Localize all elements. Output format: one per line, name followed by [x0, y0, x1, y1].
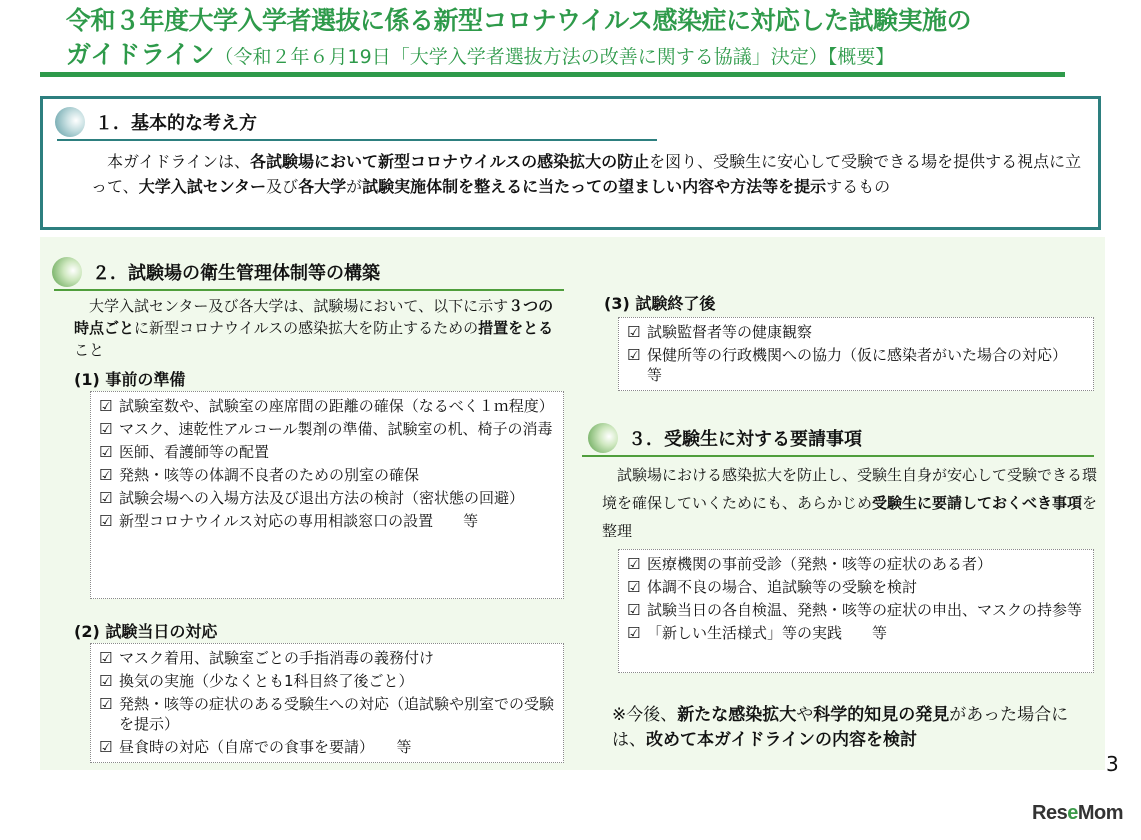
emphasis-text: 科学的知見の発見	[813, 705, 950, 725]
checkbox-checked-icon: ☑	[99, 489, 113, 507]
section2-heading-rule	[54, 289, 564, 291]
section1-heading-rule	[57, 139, 657, 141]
sub1-heading: (1) 事前の準備	[74, 370, 186, 389]
emphasis-text: 各試験場において新型コロナウイルスの感染拡大の防止	[250, 152, 650, 171]
title-line-1: 令和３年度大学入学者選抜に係る新型コロナウイルス感染症に対応した試験実施の	[66, 6, 972, 35]
body-text: ※今後、	[612, 705, 678, 725]
checkbox-checked-icon: ☑	[627, 578, 641, 596]
emphasis-text: 新たな感染拡大	[677, 705, 797, 725]
body-text: 及び	[266, 177, 299, 196]
resemom-logo	[1032, 802, 1123, 825]
checklist-item-text: 医師、看護師等の配置	[119, 443, 270, 461]
section3-intro	[602, 461, 1102, 545]
logo-text-1: Res	[1032, 802, 1068, 824]
body-text: 大学入試センター及び各大学は、試験場において、以下に示す	[74, 297, 509, 315]
checkbox-checked-icon: ☑	[99, 512, 113, 530]
body-text: があった場合には、	[612, 705, 1069, 750]
checkbox-checked-icon: ☑	[627, 624, 641, 642]
checklist-item-text: 試験室数や、試験室の座席間の距離の確保（なるべく１ｍ程度）	[119, 397, 554, 415]
body-text: を図り、受験生に安心して受験できる場を提供する視点に立って、	[91, 152, 1082, 196]
checklist-item-text: 発熱・咳等の体調不良者のための別室の確保	[119, 466, 420, 484]
section-ball-icon	[55, 107, 85, 137]
title-line-2	[66, 38, 1126, 74]
checklist-item-text: マスク着用、試験室ごとの手指消毒の義務付け	[119, 649, 435, 667]
checkbox-checked-icon: ☑	[99, 397, 113, 415]
emphasis-text: 試験実施体制を整えるに当たっての望ましい内容や方法等を提示	[362, 177, 827, 196]
checklist-item-text: 昼食時の対応（自席での食事を要請） 等	[119, 738, 412, 756]
body-text: が	[346, 177, 363, 196]
body-text: するもの	[826, 177, 891, 196]
body-text: に新型コロナウイルスの感染拡大を防止するための	[134, 319, 479, 337]
checklist-item	[627, 623, 1085, 643]
checkbox-checked-icon: ☑	[627, 323, 641, 341]
checklist-item	[627, 577, 1085, 597]
checkbox-checked-icon: ☑	[99, 443, 113, 461]
title-underline	[40, 72, 1065, 77]
checklist-item	[627, 600, 1085, 620]
sub2-heading: (2) 試験当日の対応	[74, 622, 218, 641]
body-text: 試験場における感染拡大を防止し、受験生自身が安心して受験できる環境を確保していくためにも、あらかじめ	[602, 466, 1098, 512]
checklist-item	[99, 511, 555, 531]
checklist-item-text: 「新しい生活様式」等の実践 等	[647, 624, 888, 642]
section3-heading-rule	[582, 455, 1094, 457]
checklist-item-text: 換気の実施（少なくとも1科目終了後ごと）	[119, 672, 414, 690]
checkbox-checked-icon: ☑	[99, 466, 113, 484]
section2-intro	[74, 295, 568, 361]
checklist-item	[99, 737, 555, 757]
checklist-item	[627, 322, 1085, 342]
section3-header	[588, 423, 862, 453]
emphasis-text: 各大学	[298, 177, 347, 196]
checklist-item-text: 試験監督者等の健康観察	[647, 323, 813, 341]
checklist-item	[99, 442, 555, 462]
closing-note	[612, 703, 1097, 753]
sub1-checklist	[90, 391, 564, 599]
checklist-item	[627, 345, 1090, 385]
section-basic-concept	[40, 96, 1101, 230]
checklist-item	[99, 488, 555, 508]
document-title	[66, 4, 1126, 74]
title-main: ガイドライン	[66, 40, 215, 69]
checklist-item-text: 試験会場への入場方法及び退出方法の検討（密状態の回避）	[119, 489, 525, 507]
sub2-checklist	[90, 643, 564, 763]
checkbox-checked-icon: ☑	[99, 420, 113, 438]
body-text: を整理	[602, 494, 1098, 540]
section-ball-icon	[588, 423, 618, 453]
emphasis-text: ３つの時点ごと	[74, 297, 554, 337]
page-number: 3	[1106, 752, 1119, 776]
body-text: や	[796, 705, 814, 725]
section2-heading: ２．試験場の衛生管理体制等の構築	[92, 263, 380, 284]
checkbox-checked-icon: ☑	[99, 738, 113, 756]
checklist-item-text: マスク、速乾性アルコール製剤の準備、試験室の机、椅子の消毒	[119, 420, 553, 438]
title-subtitle: （令和２年６月19日「大学入学者選抜方法の改善に関する協議」決定）【概要】	[214, 46, 895, 68]
section3-heading: ３．受験生に対する要請事項	[628, 429, 862, 450]
logo-text-2: Mom	[1077, 802, 1123, 824]
checklist-item-text: 医療機関の事前受診（発熱・咳等の症状のある者）	[647, 555, 993, 573]
body-text: 本ガイドラインは、	[91, 152, 251, 171]
checklist-item	[99, 694, 555, 734]
emphasis-text: 受験生に要請しておくべき事項	[872, 494, 1083, 512]
checklist-item	[99, 396, 555, 416]
section-hygiene-management	[40, 237, 1105, 770]
checkbox-checked-icon: ☑	[99, 695, 113, 713]
sub3-heading: (3) 試験終了後	[604, 294, 716, 313]
sub3-checklist	[618, 317, 1094, 391]
checklist-item	[99, 419, 555, 439]
logo-accent: e	[1067, 802, 1078, 824]
emphasis-text: 改めて本ガイドラインの内容を検討	[646, 730, 917, 750]
section1-heading: １．基本的な考え方	[95, 113, 257, 134]
checklist-item	[99, 671, 555, 691]
section-ball-icon	[52, 257, 82, 287]
section1-body	[91, 149, 1091, 199]
checklist-item-text: 試験当日の各自検温、発熱・咳等の症状の申出、マスクの持参等	[647, 601, 1083, 619]
emphasis-text: 措置をとる	[478, 319, 554, 337]
section3-checklist	[618, 549, 1094, 673]
checkbox-checked-icon: ☑	[627, 555, 641, 573]
checkbox-checked-icon: ☑	[627, 346, 641, 364]
body-text: こと	[74, 341, 105, 359]
checklist-item	[627, 554, 1085, 574]
checklist-item-text: 体調不良の場合、追試験等の受験を検討	[647, 578, 918, 596]
section2-header	[52, 257, 380, 287]
checkbox-checked-icon: ☑	[99, 649, 113, 667]
section1-header	[55, 107, 257, 137]
checkbox-checked-icon: ☑	[99, 672, 113, 690]
checklist-item	[99, 648, 555, 668]
checklist-item	[99, 465, 555, 485]
checkbox-checked-icon: ☑	[627, 601, 641, 619]
checklist-item-text: 新型コロナウイルス対応の専用相談窓口の設置 等	[119, 512, 479, 530]
checklist-item-text: 保健所等の行政機関への協力（仮に感染者がいた場合の対応） 等	[647, 346, 1090, 384]
checklist-item-text: 発熱・咳等の症状のある受験生への対応（追試験や別室での受験を提示）	[119, 695, 555, 733]
emphasis-text: 大学入試センター	[138, 177, 267, 196]
